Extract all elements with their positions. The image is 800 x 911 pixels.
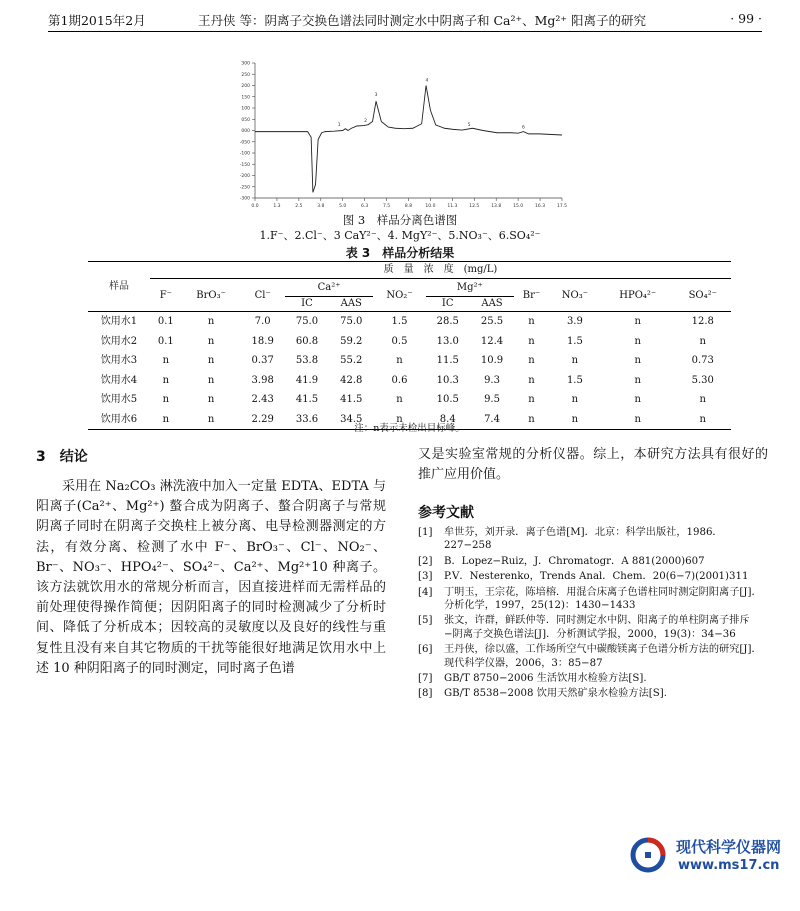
table-cell: 1.5: [391, 316, 408, 327]
table-cell: n: [571, 394, 579, 405]
col-header: HPO₄²⁻: [601, 279, 675, 312]
col-header: Br⁻: [514, 279, 549, 312]
x-tick-label: 0.0: [251, 204, 259, 209]
table-cell: n: [396, 394, 403, 405]
table-cell: 11.5: [436, 355, 459, 366]
table-row: [88, 351, 731, 371]
figure-legend: 1.F⁻、2.Cl⁻、3 CaY²⁻、4. MgY²⁻、5.NO₃⁻、6.SO₄²⁻: [259, 229, 541, 242]
table-cell: n: [528, 374, 535, 386]
table-cell: n: [207, 316, 215, 327]
row-label: 饮用水5: [100, 394, 138, 405]
table-cell: 18.9: [251, 335, 274, 347]
table-cell: 12.4: [480, 335, 504, 347]
reference-text: P.V．Nesterenko，Trends Anal．Chem．20(6−7)(2001)311: [444, 571, 749, 583]
row-header: 样品: [88, 262, 150, 312]
table-cell: 0.6: [391, 374, 408, 386]
reference-number: [4]: [418, 586, 433, 598]
row-label: 饮用水6: [88, 410, 150, 430]
table-cell: n: [514, 410, 549, 430]
table-cell: 0.5: [391, 335, 408, 347]
watermark-url: www.ms17.cn: [678, 858, 780, 873]
peak-label: 3: [374, 92, 378, 98]
table-cell: n: [571, 355, 579, 366]
reference-item: [418, 672, 768, 685]
table-body: [88, 312, 731, 430]
watermark-title: 现代科学仪器网: [676, 838, 782, 856]
table-cell: n: [162, 355, 170, 366]
y-tick-label: -300: [239, 196, 250, 202]
table-cell: n: [207, 394, 215, 405]
row-label: 饮用水2: [100, 335, 138, 347]
conclusion-text: 采用在 Na₂CO₃ 淋洗液中加入一定量 EDTA、EDTA 与阳离子(Ca²⁺、Mg²⁺) 螯合成为阴离子、螯合阴离子与常规阴离子同时在阴离子交换柱上被分离、电导检测器测定的方法，有效分离、检测了水中 F⁻、BrO₃⁻、Cl⁻、NO₂⁻、Br⁻、NO₃⁻、HPO₄²⁻、SO₄²⁻、Ca²⁺、Mg²⁺10 种离子。该方法就饮用水的常规分析而言，因直接进样而无需样品的前处理使得操作简便；因阴阳离子的同时检测减少了分析时间、降低了分析成本；因较高的灵敏度以及良好的线性与重复性且没有来自其它物质的干扰等能很好地满足饮用水中上述 10 种阴阳离子的同时测定，同时离子色谱: [36, 479, 386, 676]
reference-list: [418, 526, 768, 703]
table-cell: n: [675, 410, 732, 430]
reference-number: [2]: [418, 555, 433, 567]
table-cell: n: [634, 394, 641, 405]
table-cell: 10.3: [436, 374, 459, 386]
table-cell: n: [150, 410, 182, 430]
table-cell: n: [162, 394, 170, 405]
chromatogram-chart: [220, 55, 570, 213]
table-cell: 53.8: [295, 355, 319, 366]
table-cell: n: [699, 394, 706, 405]
x-tick-label: 8.8: [404, 204, 413, 209]
table-cell: 12.8: [691, 316, 714, 327]
x-tick-label: 12.5: [469, 204, 480, 209]
table-cell: n: [601, 410, 675, 430]
table-cell: 59.2: [340, 335, 363, 347]
peak-label: 6: [521, 125, 525, 131]
x-tick-label: 5.0: [339, 204, 347, 209]
reference-item: [418, 687, 768, 700]
sub-header-ic: IC: [426, 297, 470, 312]
table-cell: 41.5: [295, 394, 319, 405]
table-cell: 75.0: [295, 316, 319, 327]
reference-item: [418, 614, 768, 641]
table-cell: 42.8: [340, 374, 363, 386]
peak-label: 5: [467, 122, 471, 128]
x-tick-label: 17.5: [556, 204, 568, 209]
reference-text: 张文，许群，鲜跃仲等．同时测定水中阴、阳离子的单柱阴离子排斥−阴离子交换色谱法[J]．分析测试学报，2000，19(3)：34−36: [444, 615, 750, 640]
table-cell: n: [634, 374, 641, 386]
table-cell: 0.1: [157, 335, 174, 347]
col-header: Cl⁻: [241, 279, 285, 312]
table-cell: n: [549, 410, 601, 430]
table-cell: 2.29: [241, 410, 285, 430]
issue-date: 第1期2015年2月: [48, 13, 146, 28]
conclusion-text-cont: 又是实验室常规的分析仪器。综上，本研究方法具有很好的推广应用价值。: [418, 447, 768, 483]
reference-number: [1]: [418, 527, 433, 538]
reference-number: [7]: [418, 673, 433, 685]
reference-item: [418, 643, 768, 670]
peak-label: 4: [425, 78, 429, 84]
group-header: 质 量 浓 度 (mg/L): [150, 262, 731, 279]
reference-text: B．Lopez−Ruiz，J．Chromatogr．A 881(2000)607: [444, 555, 705, 567]
results-table: [88, 261, 731, 430]
table-cell: 60.8: [295, 335, 319, 347]
running-header: [48, 9, 762, 32]
col-header: Ca²⁺: [285, 279, 374, 297]
table-cell: n: [634, 355, 641, 366]
table-row: [88, 390, 731, 410]
table-cell: 0.73: [691, 355, 714, 366]
table-cell: 41.5: [340, 394, 363, 405]
table-cell: n: [207, 355, 215, 366]
y-tick-label: 000: [241, 129, 250, 135]
row-label: 饮用水4: [100, 374, 138, 386]
y-tick-label: 300: [241, 61, 250, 67]
table-row: [88, 371, 731, 391]
table-cell: 3.9: [566, 316, 583, 327]
col-header: F⁻: [150, 279, 182, 312]
table-cell: n: [396, 355, 403, 366]
table-cell: 1.5: [566, 374, 583, 386]
article-title-running: 王丹侠 等：阴离子交换色谱法同时测定水中阴离子和 Ca²⁺、Mg²⁺ 阳离子的研究: [198, 13, 646, 28]
table-cell: 9.5: [484, 394, 500, 405]
table-cell: 9.3: [484, 374, 500, 386]
col-header: NO₂⁻: [373, 279, 425, 312]
conclusion-continued: [418, 445, 768, 485]
table-cell: n: [528, 316, 535, 327]
row-label: 饮用水1: [100, 316, 138, 327]
reference-text: GB/T 8750−2006 生活饮用水检验方法[S].: [444, 673, 647, 685]
table-cell: 55.2: [340, 355, 363, 366]
reference-item: [418, 586, 768, 613]
sub-header-ic: IC: [285, 297, 329, 312]
table-cell: 5.30: [691, 374, 714, 386]
y-tick-label: -050: [239, 140, 250, 146]
y-tick-label: -100: [239, 151, 250, 157]
table-cell: 3.98: [251, 374, 274, 386]
table-cell: 0.37: [251, 355, 274, 366]
table-cell: 34.5: [329, 410, 373, 430]
table-cell: 0.1: [157, 316, 174, 327]
table-cell: 25.5: [480, 316, 504, 327]
chromatogram-trace: [255, 86, 562, 193]
table-row: [88, 312, 731, 332]
y-tick-label: 150: [241, 95, 250, 101]
table-cell: 7.0: [254, 316, 271, 327]
table-cell: n: [182, 410, 241, 430]
table-cell: 41.9: [295, 374, 319, 386]
table-cell: 7.4: [470, 410, 514, 430]
table-cell: 33.6: [285, 410, 329, 430]
y-tick-label: 250: [241, 72, 250, 78]
y-tick-label: 050: [241, 117, 250, 123]
col-header: Mg²⁺: [426, 279, 515, 297]
table-cell: n: [528, 355, 535, 366]
figure-caption: 图 3 样品分离色谱图: [342, 213, 458, 227]
reference-item: [418, 555, 768, 568]
reference-text: GB/T 8538−2008 饮用天然矿泉水检验方法[S].: [444, 688, 667, 700]
table-title: 表 3 样品分析结果: [345, 246, 455, 260]
table-row: [88, 332, 731, 352]
reference-item: [418, 570, 768, 583]
x-tick-label: 2.5: [295, 204, 303, 209]
x-tick-label: 11.3: [447, 204, 458, 209]
references-heading: 参考文献: [418, 505, 474, 521]
y-tick-label: -250: [239, 185, 250, 191]
table-cell: n: [207, 335, 215, 347]
peak-label: 2: [364, 119, 367, 125]
table-cell: n: [373, 410, 425, 430]
table-cell: n: [207, 374, 215, 386]
table-cell: 75.0: [340, 316, 363, 327]
reference-number: [5]: [418, 615, 433, 627]
x-tick-label: 1.3: [273, 204, 281, 209]
table-cell: 10.9: [480, 355, 504, 366]
y-tick-label: 100: [241, 106, 250, 112]
x-tick-label: 6.3: [361, 204, 369, 209]
table-cell: n: [528, 335, 535, 347]
table-cell: n: [634, 335, 641, 347]
col-header: NO₃⁻: [549, 279, 601, 312]
table-cell: n: [634, 316, 641, 327]
table-note: 注：n表示未检出目标峰。: [354, 423, 465, 434]
row-label: 饮用水3: [100, 355, 138, 366]
reference-number: [8]: [418, 688, 433, 700]
col-header: BrO₃⁻: [182, 279, 241, 312]
x-tick-label: 13.8: [491, 204, 502, 209]
x-tick-label: 10.0: [425, 204, 436, 209]
table-cell: 1.5: [566, 335, 583, 347]
reference-text: 丁明玉，王宗花，陈培榕．用混合床离子色谱柱同时测定阴阳离子[J]．分析化学，1997，25(12)：1430−1433: [444, 586, 762, 612]
x-tick-label: 7.5: [382, 204, 391, 209]
table-cell: n: [162, 374, 170, 386]
x-tick-label: 3.8: [317, 204, 325, 209]
x-tick-label: 16.3: [535, 204, 546, 209]
x-tick-label: 15.0: [513, 204, 524, 209]
y-tick-label: 200: [241, 84, 250, 90]
reference-number: [6]: [418, 644, 433, 656]
table-cell: 2.43: [251, 394, 274, 405]
table-cell: n: [528, 394, 535, 405]
reference-item: [418, 526, 768, 553]
col-header: SO₄²⁻: [675, 279, 732, 312]
table-cell: 10.5: [436, 394, 459, 405]
sub-header-aas: AAS: [329, 297, 373, 312]
table-cell: n: [699, 335, 706, 347]
y-tick-label: -150: [239, 162, 250, 168]
section-heading: 3 结论: [36, 449, 88, 465]
reference-text: 王丹侠，徐以盛，工作场所空气中碳酸镁离子色谱分析方法的研究[J]．现代科学仪器，2006，3：85−87: [444, 644, 762, 669]
table-cell: 13.0: [436, 335, 459, 347]
reference-text: 牟世芬，刘开录．离子色谱[M]．北京：科学出版社，1986．227−258: [444, 527, 723, 552]
reference-number: [3]: [418, 571, 433, 583]
peak-label: 1: [337, 122, 341, 128]
y-tick-label: -200: [239, 174, 250, 180]
table-cell: 28.5: [436, 316, 459, 327]
site-logo-icon: [628, 835, 668, 875]
sub-header-aas: AAS: [470, 297, 514, 312]
table-cell: 8.4: [426, 410, 470, 430]
conclusion-paragraph: [36, 477, 386, 679]
page-number: · 99 ·: [730, 11, 762, 26]
